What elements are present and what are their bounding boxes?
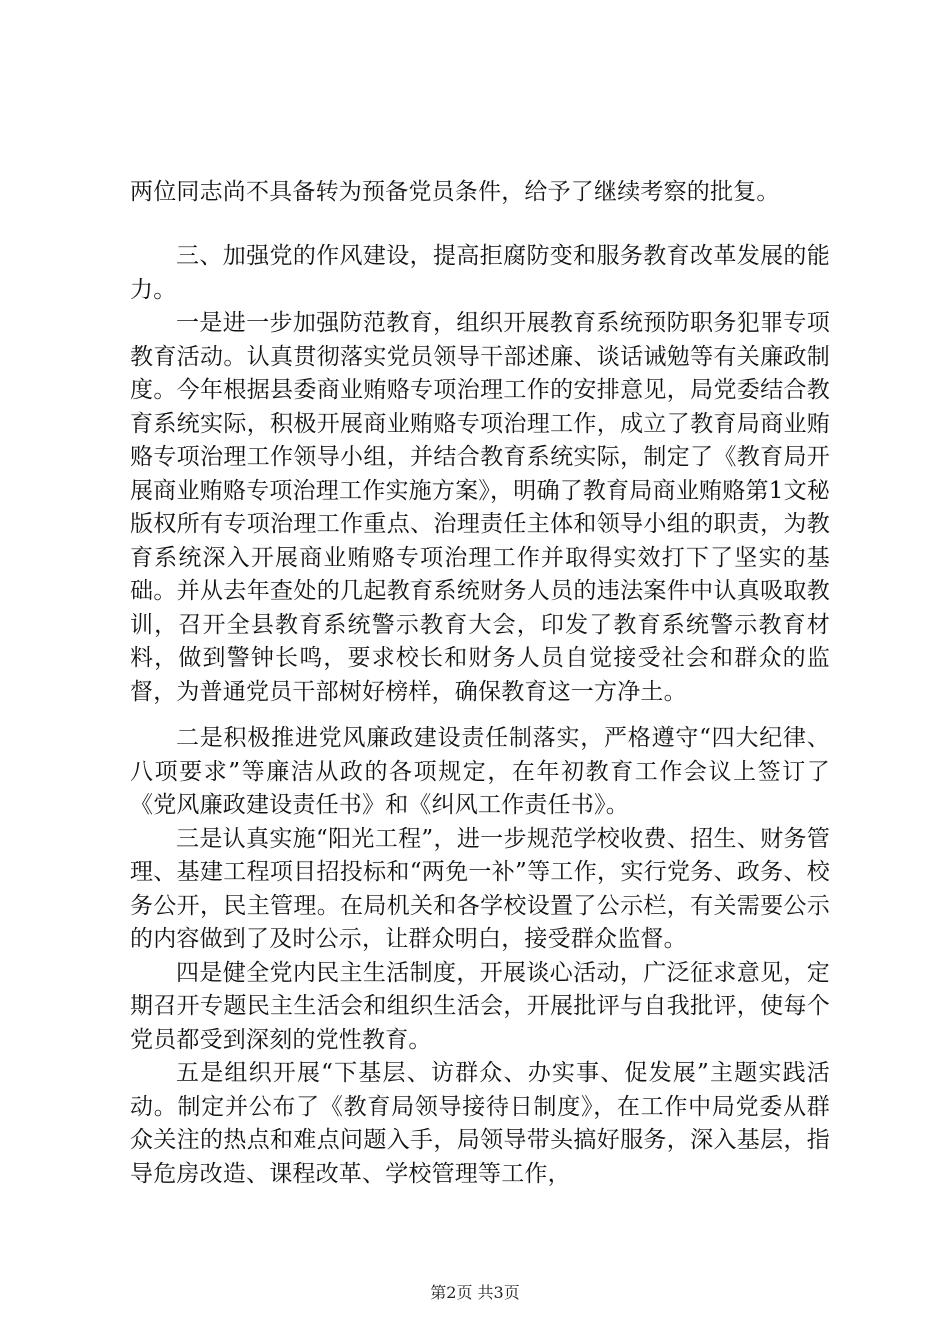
body-paragraph-5: 五是组织开展“下基层、访群众、办实事、促发展”主题实践活动。制定并公布了《教育局领导接待日制度》，在工作中局党委从群众关注的热点和难点问题入手，局领导带头搞好服务，深入基层，指导危房改造、课程改革、学校管理等工作， [130,1060,830,1187]
section-heading-block [130,240,830,709]
body-paragraph-4: 四是健全党内民主生活制度，开展谈心活动，广泛征求意见，定期召开专题民主生活会和组织生活会，开展批评与自我批评，使每个党员都受到深刻的党性教育。 [130,959,830,1053]
continuation-paragraph: 两位同志尚不具备转为预备党员条件，给予了继续考察的批复。 [130,179,780,205]
section-heading: 三、加强党的作风建设，提高拒腐防变和服务教育改革发展的能力。 [130,243,830,303]
page-footer [0,1280,950,1303]
continuation-block [130,176,830,210]
body-paragraph-2: 二是积极推进党风廉政建设责任制落实，严格遵守“四大纪律、八项要求”等廉洁从政的各项规定，在年初教育工作会议上签订了《党风廉政建设责任书》和《纠风工作责任书》。 [130,725,830,818]
body-paragraph-3: 三是认真实施“阳光工程”，进一步规范学校收费、招生、财务管理、基建工程项目招投标和“两免一补”等工作，实行党务、政务、校务公开，民主管理。在局机关和各学校设置了公示栏，有关需要公示的内容做到了及时公示，让群众明白，接受群众监督。 [130,825,830,952]
page-number: 第2页 共3页 [430,1283,520,1302]
body-block [130,722,830,1191]
body-paragraph-1: 一是进一步加强防范教育，组织开展教育系统预防职务犯罪专项教育活动。认真贯彻落实党员领导干部述廉、谈话诫勉等有关廉政制度。今年根据县委商业贿赂专项治理工作的安排意见，局党委结合教育系统实际，积极开展商业贿赂专项治理工作，成立了教育局商业贿赂专项治理工作领导小组，并结合教育系统实际，制定了《教育局开展商业贿赂专项治理工作实施方案》，明确了教育局商业贿赂第1文秘版权所有专项治理工作重点、治理责任主体和领导小组的职责，为教育系统深入开展商业贿赂专项治理工作并取得实效打下了坚实的基础。并从去年查处的几起教育系统财务人员的违法案件中认真吸取教训，召开全县教育系统警示教育大会，印发了教育系统警示教育材料，做到警钟长鸣，要求校长和财务人员自觉接受社会和群众的监督，为普通党员干部树好榜样，确保教育这一方净土。 [130,310,830,705]
